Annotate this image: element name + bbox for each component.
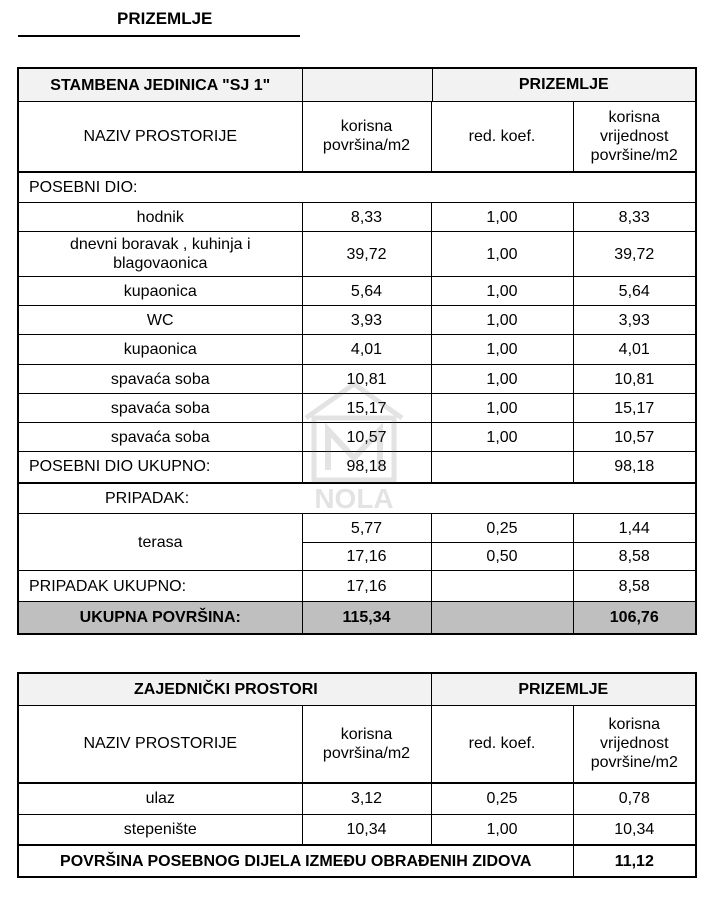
section-appurtenance-label: PRIPADAK: xyxy=(18,483,696,514)
common-area-table xyxy=(17,672,697,878)
common-total-row: POVRŠINA POSEBNOG DIJELA IZMEĐU OBRAĐENIH ZIDOVA 11,12 xyxy=(18,845,696,877)
common-header-title: ZAJEDNIČKI PROSTORI xyxy=(18,673,431,705)
table-row: WC 3,93 1,00 3,93 xyxy=(18,306,696,335)
grand-total-row: UKUPNA POVRŠINA: 115,34 106,76 xyxy=(18,602,696,634)
col-coef: red. koef. xyxy=(431,705,573,783)
table-row: dnevni boravak , kuhinja i blagovaonica 39,72 1,00 39,72 xyxy=(18,232,696,277)
table-row: spavaća soba 10,81 1,00 10,81 xyxy=(18,365,696,394)
table-row: ulaz 3,12 0,25 0,78 xyxy=(18,783,696,814)
common-header-floor: PRIZEMLJE xyxy=(431,673,696,705)
table-row: spavaća soba 15,17 1,00 15,17 xyxy=(18,394,696,423)
appurtenance-total-row: PRIPADAK UKUPNO: 17,16 8,58 xyxy=(18,571,696,602)
unit-header-floor-label: PRIZEMLJE xyxy=(432,69,696,101)
unit-area-table xyxy=(17,67,697,635)
table-row: 17,16 0,50 8,58 xyxy=(18,543,696,571)
table-row: spavaća soba 10,57 1,00 10,57 xyxy=(18,423,696,452)
table-row: terasa 5,77 0,25 1,44 xyxy=(18,514,696,543)
col-value: korisna vrijednost površine/m2 xyxy=(573,102,696,172)
col-value: korisna vrijednost površine/m2 xyxy=(573,705,696,783)
private-total-row: POSEBNI DIO UKUPNO: 98,18 98,18 xyxy=(18,452,696,483)
unit-header-floor xyxy=(302,68,696,102)
unit-header-title: STAMBENA JEDINICA "SJ 1" xyxy=(18,68,302,102)
col-area: korisna površina/m2 xyxy=(302,705,431,783)
section-private-label: POSEBNI DIO: xyxy=(18,172,696,203)
terrace-name: terasa xyxy=(18,514,302,571)
table-row: hodnik 8,33 1,00 8,33 xyxy=(18,203,696,232)
nola-watermark-logo xyxy=(298,378,410,520)
table-row: stepenište 10,34 1,00 10,34 xyxy=(18,814,696,845)
table-row: kupaonica 5,64 1,00 5,64 xyxy=(18,277,696,306)
page-title: PRIZEMLJE xyxy=(117,9,213,28)
col-coef: red. koef. xyxy=(431,102,573,172)
col-room-name: NAZIV PROSTORIJE xyxy=(18,102,302,172)
watermark-text: NOLA xyxy=(314,483,394,514)
col-area: korisna površina/m2 xyxy=(302,102,431,172)
title-underline xyxy=(18,35,300,37)
table-row: kupaonica 4,01 1,00 4,01 xyxy=(18,335,696,365)
col-room-name: NAZIV PROSTORIJE xyxy=(18,705,302,783)
